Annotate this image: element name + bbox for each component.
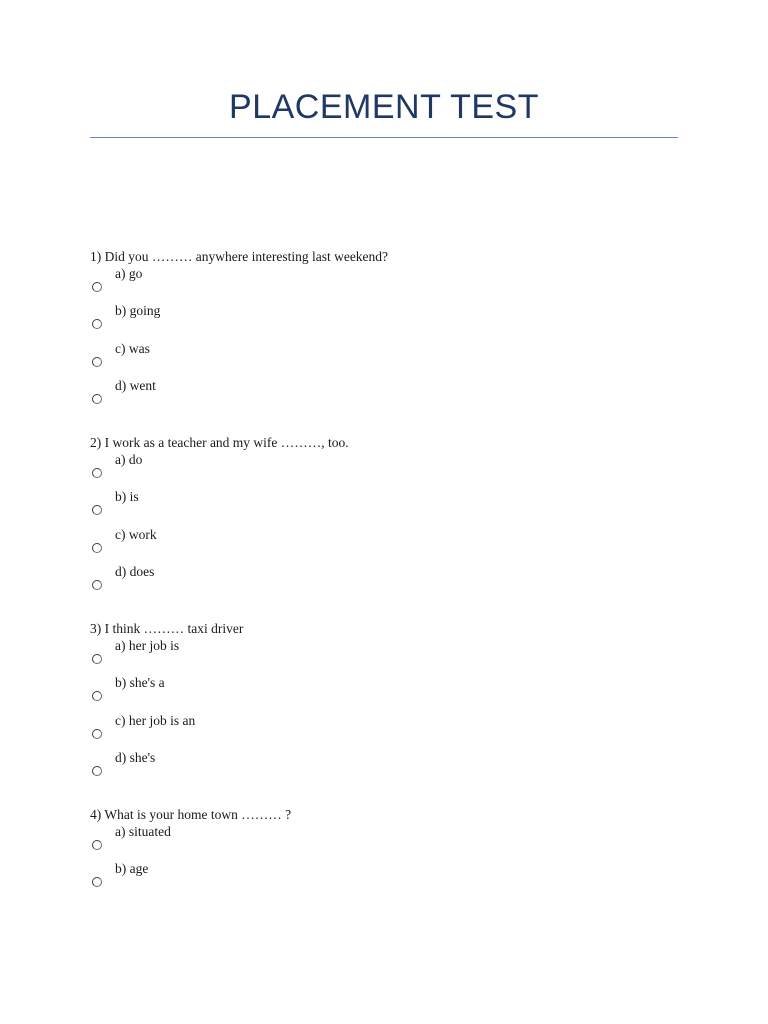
option-label: d) she's bbox=[115, 749, 156, 765]
radio-button[interactable] bbox=[92, 840, 102, 850]
option-label: a) go bbox=[115, 266, 143, 281]
answer-option bbox=[90, 750, 690, 787]
option-label: c) was bbox=[115, 340, 150, 356]
answer-option bbox=[90, 824, 690, 861]
radio-button[interactable] bbox=[92, 580, 102, 590]
option-label: b) she's a bbox=[115, 675, 165, 691]
answer-option bbox=[90, 452, 690, 489]
option-label: b) going bbox=[115, 303, 161, 319]
radio-button[interactable] bbox=[92, 282, 102, 292]
radio-button[interactable] bbox=[92, 505, 102, 515]
answer-option bbox=[90, 675, 690, 712]
option-label: c) her job is an bbox=[115, 712, 196, 728]
radio-button[interactable] bbox=[92, 691, 102, 701]
question-3 bbox=[90, 620, 690, 787]
option-label: b) age bbox=[115, 861, 149, 877]
answer-option bbox=[90, 489, 690, 526]
question-text: 1) Did you ……… anywhere interesting last weekend? bbox=[90, 249, 389, 264]
answer-option bbox=[90, 564, 690, 601]
question-text: 3) I think ……… taxi driver bbox=[90, 621, 244, 636]
question-text: 2) I work as a teacher and my wife ………, too. bbox=[90, 435, 349, 450]
option-label: b) is bbox=[115, 489, 139, 505]
radio-button[interactable] bbox=[92, 543, 102, 553]
radio-button[interactable] bbox=[92, 394, 102, 404]
page-title: PLACEMENT TEST bbox=[229, 88, 539, 126]
radio-button[interactable] bbox=[92, 468, 102, 478]
question-1 bbox=[90, 248, 690, 415]
radio-button[interactable] bbox=[92, 766, 102, 776]
radio-button[interactable] bbox=[92, 654, 102, 664]
answer-option bbox=[90, 266, 690, 303]
answer-option bbox=[90, 341, 690, 378]
answer-option bbox=[90, 713, 690, 750]
answer-option bbox=[90, 378, 690, 415]
answer-option bbox=[90, 638, 690, 675]
option-label: a) her job is bbox=[115, 638, 180, 653]
radio-button[interactable] bbox=[92, 729, 102, 739]
radio-button[interactable] bbox=[92, 877, 102, 887]
answer-option bbox=[90, 527, 690, 564]
question-2 bbox=[90, 434, 690, 601]
option-label: a) do bbox=[115, 452, 143, 467]
question-text: 4) What is your home town ……… ? bbox=[90, 807, 292, 822]
question-4 bbox=[90, 806, 690, 899]
radio-button[interactable] bbox=[92, 357, 102, 367]
option-label: d) went bbox=[115, 377, 156, 393]
answer-option bbox=[90, 861, 690, 898]
option-label: d) does bbox=[115, 563, 155, 579]
option-label: a) situated bbox=[115, 824, 171, 839]
radio-button[interactable] bbox=[92, 319, 102, 329]
option-label: c) work bbox=[115, 526, 157, 542]
answer-option bbox=[90, 303, 690, 340]
